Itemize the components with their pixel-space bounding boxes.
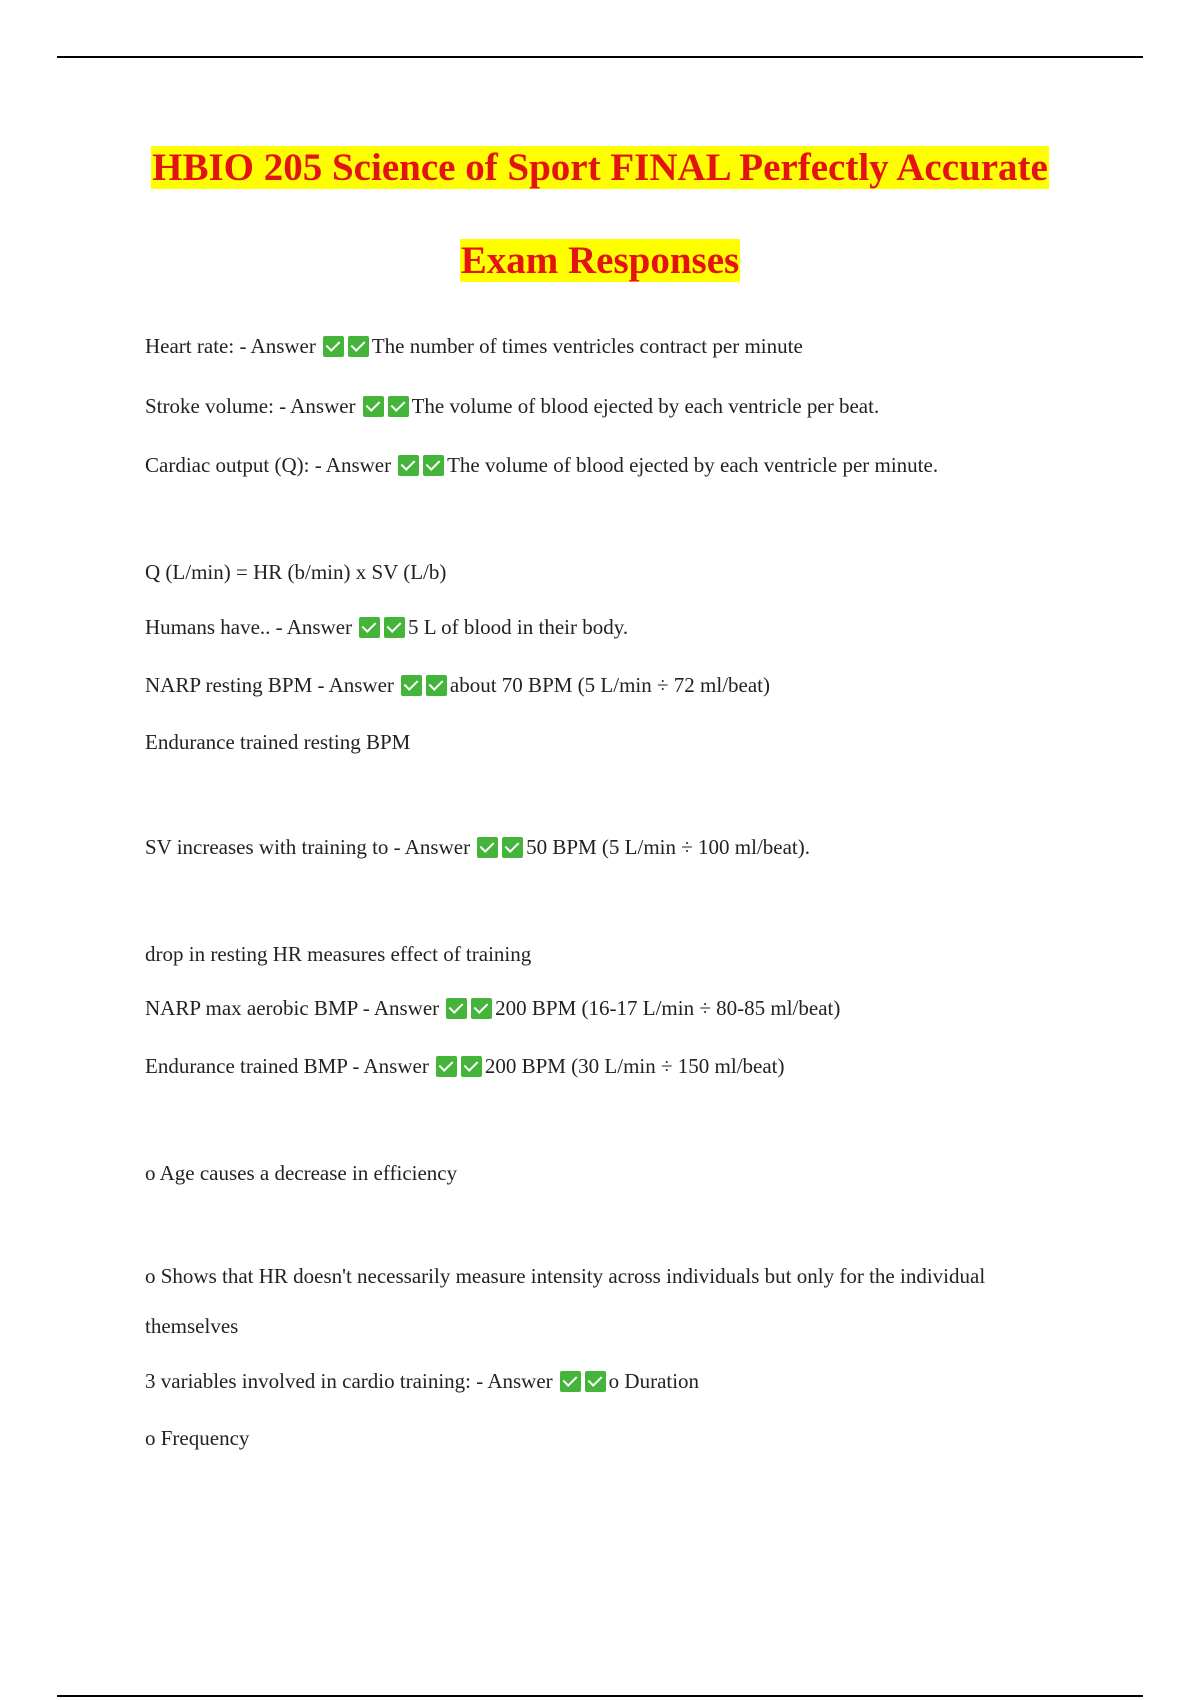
question-text: NARP max aerobic BMP - Answer (145, 996, 440, 1020)
check-box-icon (388, 396, 409, 417)
question-text: Heart rate: - Answer (145, 334, 316, 358)
document-title-line-1: HBIO 205 Science of Sport FINAL Perfectly Accurate (152, 146, 1048, 189)
question-text: Humans have.. - Answer (145, 615, 353, 639)
answer-text: 5 L of blood in their body. (408, 615, 629, 639)
text-line-endurance-resting (145, 728, 410, 756)
check-box-icon (436, 1056, 457, 1077)
check-box-icon (446, 998, 467, 1019)
check-box-icon (423, 455, 444, 476)
answer-text: The volume of blood ejected by each ventricle per beat. (411, 394, 880, 418)
answer-text: about 70 BPM (5 L/min ÷ 72 ml/beat) (449, 673, 770, 697)
line-text: o Shows that HR doesn't necessarily measure intensity across individuals but only for the individual (145, 1264, 986, 1288)
qa-item-sv-increases (145, 833, 810, 861)
answer-text: 200 BPM (16-17 L/min ÷ 80-85 ml/beat) (495, 996, 841, 1020)
check-box-icon (359, 617, 380, 638)
line-text: themselves (145, 1314, 239, 1338)
bullet-frequency (145, 1424, 249, 1452)
answer-text: The volume of blood ejected by each ventricle per minute. (447, 453, 939, 477)
bullet-hr-intensity (145, 1262, 985, 1290)
line-text: drop in resting HR measures effect of training (145, 942, 532, 966)
question-text: NARP resting BPM - Answer (145, 673, 394, 697)
check-box-icon (426, 675, 447, 696)
question-text: Endurance trained BMP - Answer (145, 1054, 429, 1078)
qa-item-humans-have (145, 613, 628, 641)
check-box-icon (398, 455, 419, 476)
line-text: o Frequency (145, 1426, 250, 1450)
document-title-line-2: Exam Responses (460, 239, 740, 282)
check-box-icon (502, 837, 523, 858)
text-line-drop-resting-hr (145, 940, 531, 968)
question-text: Cardiac output (Q): - Answer (145, 453, 392, 477)
qa-item-heart-rate (145, 332, 803, 360)
formula-line (145, 558, 446, 586)
question-text: Stroke volume: - Answer (145, 394, 356, 418)
bullet-hr-intensity-continued (145, 1312, 238, 1340)
check-box-icon (401, 675, 422, 696)
check-box-icon (348, 336, 369, 357)
question-text: 3 variables involved in cardio training: - Answer (145, 1369, 553, 1393)
qa-item-cardiac-output (145, 451, 938, 479)
answer-text: o Duration (608, 1369, 700, 1393)
line-text: Endurance trained resting BPM (145, 730, 411, 754)
qa-item-stroke-volume (145, 392, 879, 420)
check-box-icon (384, 617, 405, 638)
qa-item-cardio-variables (145, 1367, 699, 1395)
qa-item-narp-resting-bpm (145, 671, 770, 699)
check-box-icon (471, 998, 492, 1019)
footer-rule (57, 1695, 1143, 1697)
answer-text: 200 BPM (30 L/min ÷ 150 ml/beat) (484, 1054, 785, 1078)
check-box-icon (560, 1371, 581, 1392)
qa-item-narp-max-aerobic (145, 994, 840, 1022)
qa-item-endurance-trained-bmp (145, 1052, 785, 1080)
check-box-icon (323, 336, 344, 357)
check-box-icon (477, 837, 498, 858)
check-box-icon (461, 1056, 482, 1077)
question-text: SV increases with training to - Answer (145, 835, 471, 859)
answer-text: The number of times ventricles contract per minute (371, 334, 803, 358)
check-box-icon (585, 1371, 606, 1392)
answer-text: 50 BPM (5 L/min ÷ 100 ml/beat). (526, 835, 810, 859)
bullet-age-efficiency (145, 1159, 457, 1187)
line-text: o Age causes a decrease in efficiency (145, 1161, 458, 1185)
formula-text: Q (L/min) = HR (b/min) x SV (L/b) (145, 560, 447, 584)
check-box-icon (363, 396, 384, 417)
header-rule (57, 56, 1143, 58)
